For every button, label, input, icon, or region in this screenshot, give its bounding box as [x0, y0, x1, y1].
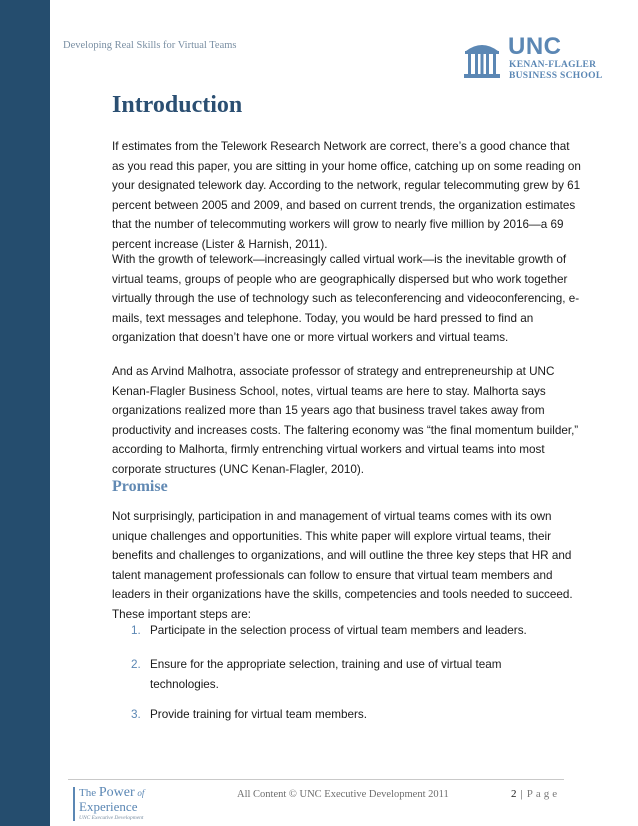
logo-power: Power	[98, 785, 135, 800]
logo-kenan-flagler-text: KENAN-FLAGLER	[509, 60, 597, 70]
page-label: Page	[526, 788, 561, 800]
logo-unc-text: UNC	[508, 33, 562, 60]
footer-copyright: All Content © UNC Executive Development 2011	[237, 789, 449, 800]
logo-experience: Experience	[79, 799, 138, 814]
page-separator: |	[520, 788, 523, 800]
unc-kenan-flagler-logo	[462, 35, 612, 83]
step-text: Ensure for the appropriate selection, training and use of virtual team technologies.	[150, 658, 502, 691]
running-header-title: Developing Real Skills for Virtual Teams	[63, 40, 237, 51]
left-sidebar-band	[0, 0, 50, 826]
footer-page-number	[511, 788, 560, 800]
step-item-3	[131, 705, 551, 725]
page-number: 2	[511, 788, 517, 800]
intro-paragraph-2: With the growth of telework—increasingly called virtual work—is the inevitable growth of virtual teams, groups of people who are geographically dispersed but who work together virtually through the use of technology such as teleconferencing and videoconferencing, e-mails, text messages and telephone. Today, you would be hard pressed to find an organization that doesn’t have one or more virtual workers and virtual teams.	[112, 253, 580, 344]
logo-tagline: UNC Executive Development	[79, 815, 144, 821]
logo-business-school-text: BUSINESS SCHOOL	[509, 71, 603, 81]
step-text: Participate in the selection process of virtual team members and leaders.	[150, 624, 527, 637]
section-heading-introduction: Introduction	[112, 92, 243, 118]
power-of-experience-logo	[73, 784, 153, 824]
section-heading-promise: Promise	[112, 478, 168, 495]
intro-paragraph-1: If estimates from the Telework Research Network are correct, there’s a good chance that as you read this paper, you are sitting in your home office, catching up on some reading on your designated telework day. According to the network, regular telecommuting grew by 61 percent between 2005 and 2009, and based on current trends, the organization estimates that the number of telecommuting workers will grow to nearly five million by 2016—a 69 percent increase (Lister & Harnish, 2011).	[112, 140, 581, 251]
old-well-icon	[462, 39, 502, 81]
step-text: Provide training for virtual team members.	[150, 708, 367, 721]
step-item-2	[131, 655, 551, 694]
logo-accent-bar	[73, 787, 75, 821]
promise-paragraph: Not surprisingly, participation in and management of virtual teams comes with its own unique challenges and opportunities. This white paper will explore virtual teams, their benefits and challenges to organizations, and will outline the three key steps that HR and talent management professionals can follow to ensure that virtual team members and leaders in their organizations have the skills, competencies and tools needed to succeed. These important steps are:	[112, 510, 573, 621]
logo-of: of	[137, 788, 145, 798]
step-number: 2.	[131, 658, 141, 671]
footer-divider	[68, 779, 564, 780]
step-item-1	[131, 621, 551, 641]
step-number: 1.	[131, 624, 141, 637]
step-number: 3.	[131, 708, 141, 721]
logo-the: The	[79, 787, 97, 799]
intro-paragraph-3: And as Arvind Malhotra, associate professor of strategy and entrepreneurship at UNC Kenan-Flagler Business School, notes, virtual teams are here to stay. Malhorta says organizations realized more than 15 years ago that business travel takes away from productivity and increases costs. The faltering economy was “the final momentum builder,” according to Malhorta, firmly entrenching virtual workers and virtual teams into most corporate structures (UNC Kenan-Flagler, 2010).	[112, 365, 579, 476]
